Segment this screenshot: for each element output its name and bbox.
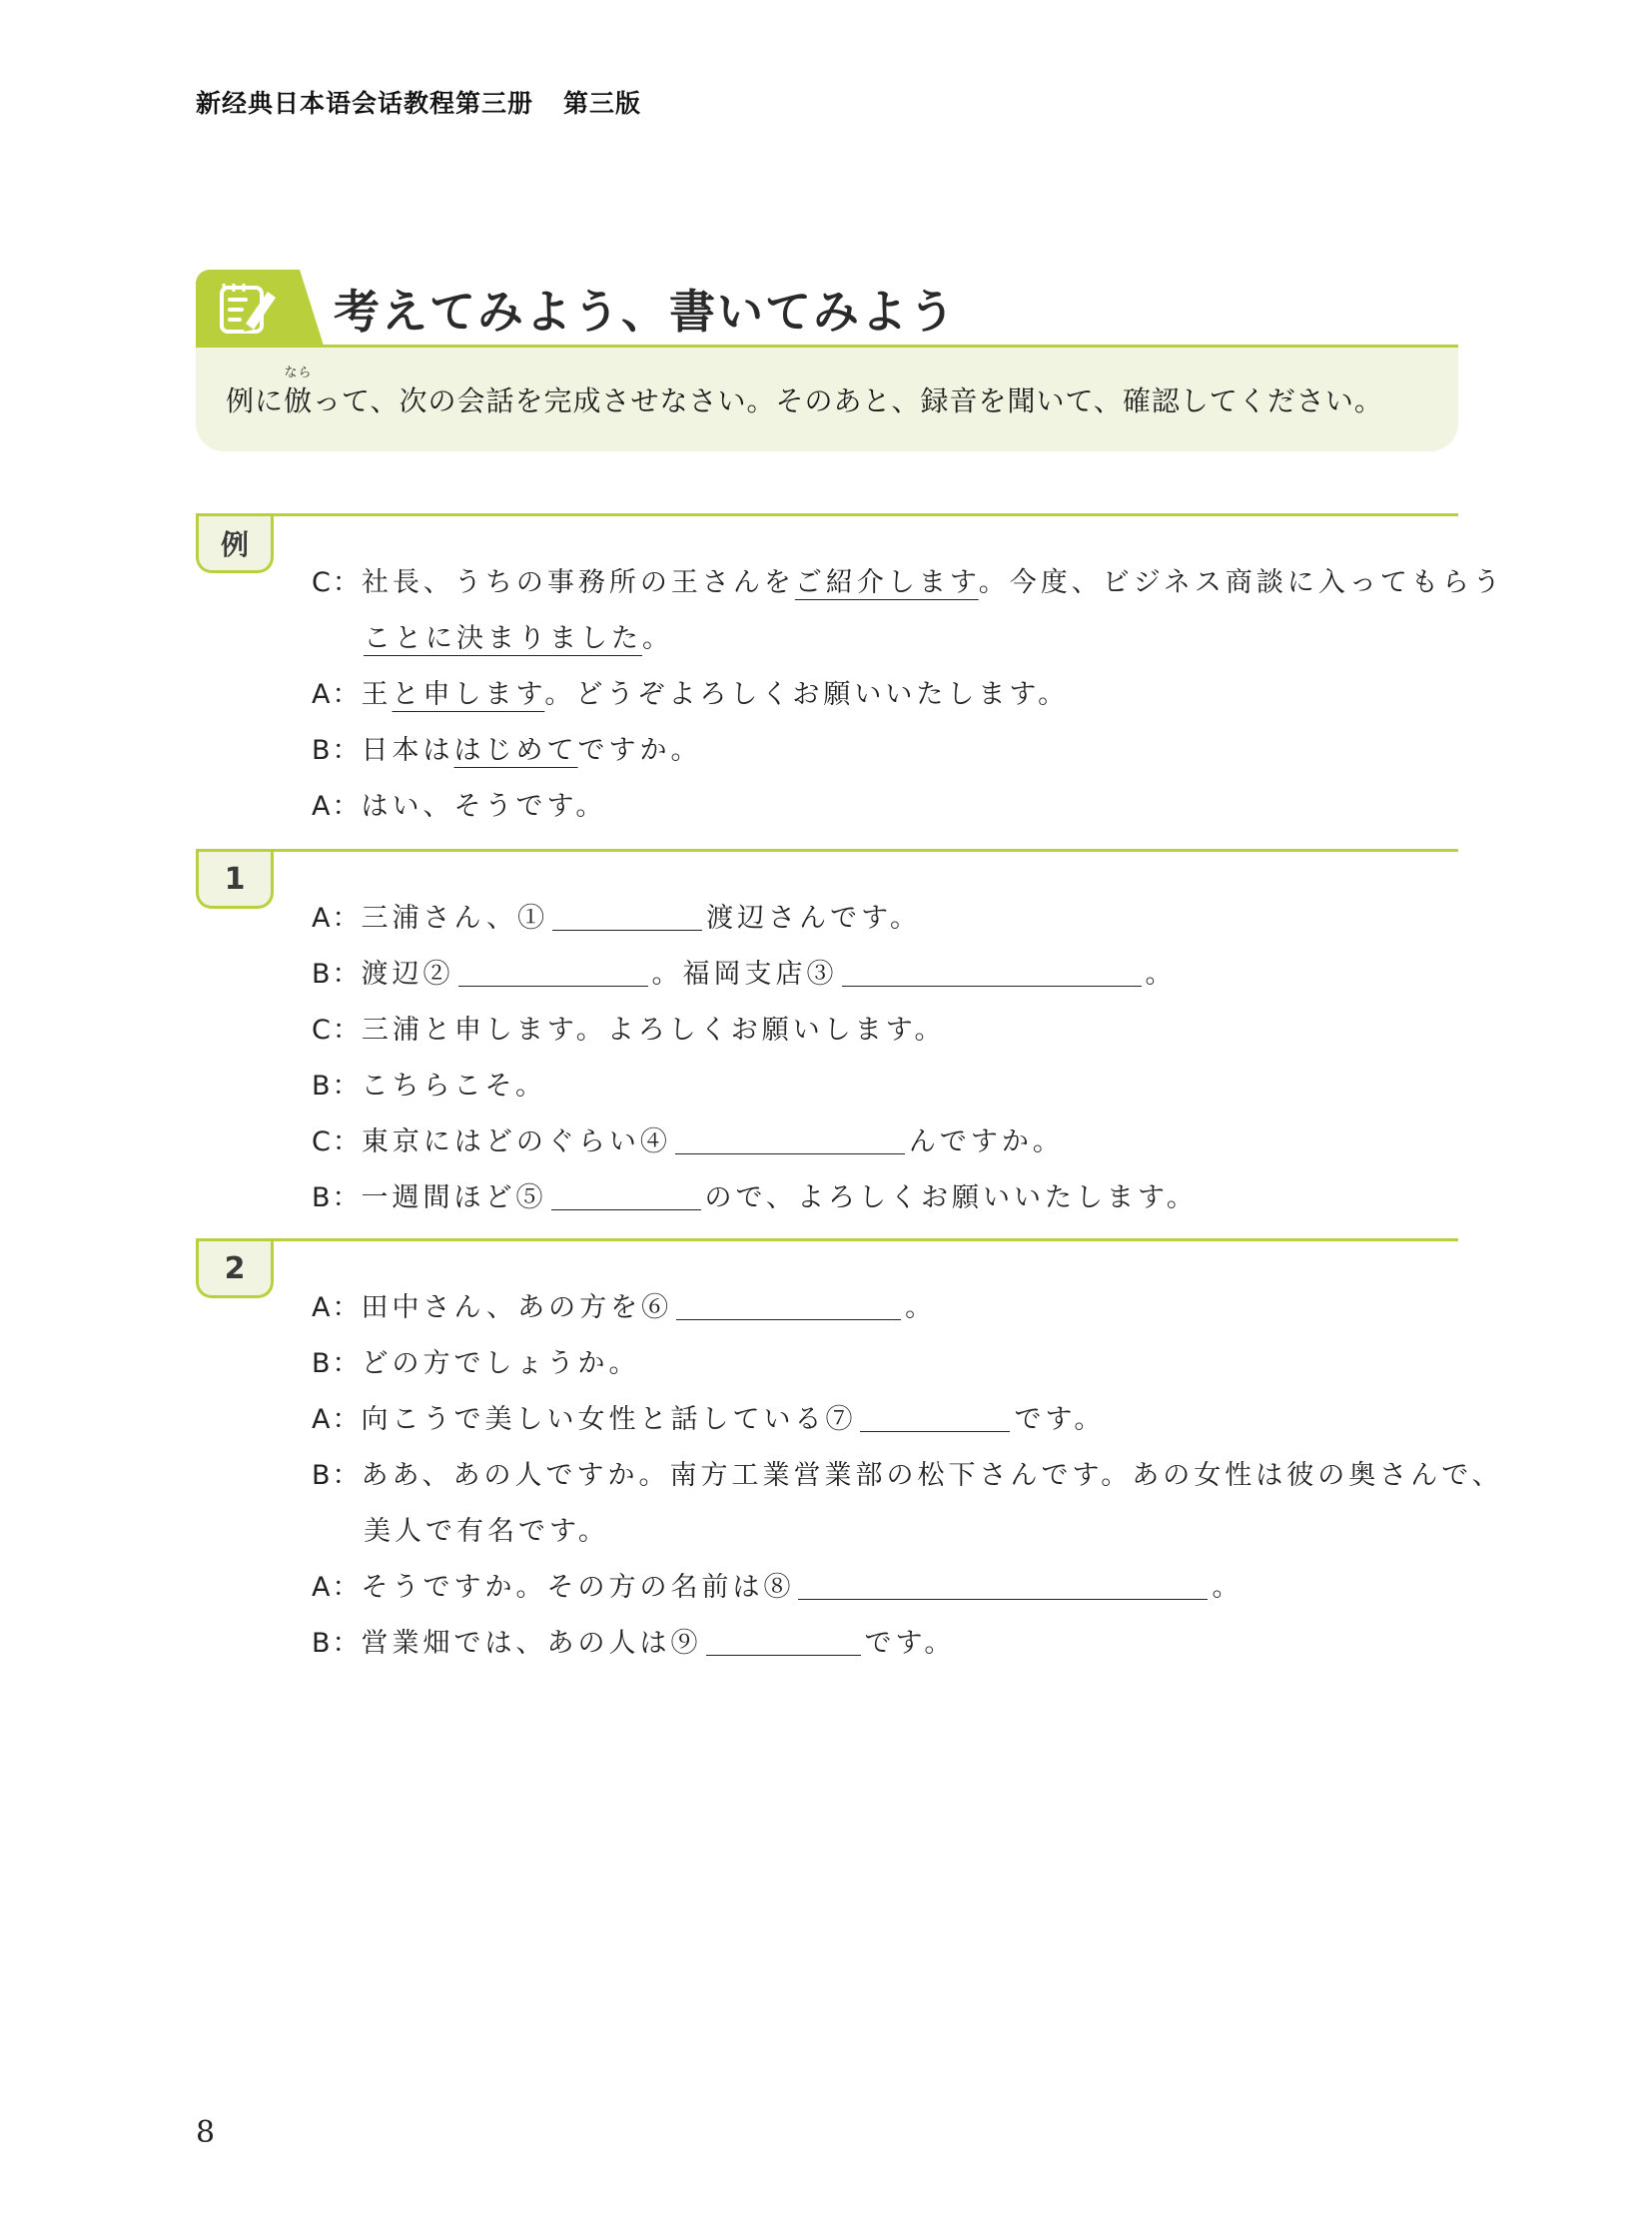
dialogue-line: B：ああ、あの人ですか。南方工業営業部の松下さんです。あの女性は彼の奥さんで、 xyxy=(312,1460,1503,1491)
dialogue-line: C：社長、うちの事務所の王さんをご紹介します。今度、ビジネス商談に入ってもらう xyxy=(312,567,1504,598)
instruction-text: 例に なら 倣って、次の会話を完成させなさい。そのあと、録音を聞いて、確認してください。 xyxy=(226,379,1383,419)
dialogue-line: A：はい、そうです。 xyxy=(312,791,607,822)
speaker: A： xyxy=(312,791,362,822)
model-answer: ご紹介します xyxy=(794,567,979,598)
section-title: 考えてみよう、書いてみよう xyxy=(334,285,957,339)
edition: 第三版 xyxy=(563,89,642,118)
model-answer: ことに決まりました xyxy=(364,623,642,654)
example-label: 例 xyxy=(196,516,274,573)
dialogue-line: A：三浦さん、① 渡辺さんです。 xyxy=(312,891,1460,947)
dialogue-line: B：一週間ほど⑤ ので、よろしくお願いいたします。 xyxy=(312,1170,1460,1226)
dialogue-line: A：向こうで美しい女性と話している⑦ です。 xyxy=(312,1392,1460,1448)
speaker: C： xyxy=(312,1015,362,1046)
answer-blank-2[interactable] xyxy=(458,956,648,987)
speaker: B： xyxy=(312,1628,362,1659)
dialogue-line: B：日本ははじめてですか。 xyxy=(312,735,702,766)
dialogue-line: C：三浦と申します。よろしくお願いします。 xyxy=(312,1015,946,1046)
dialogue-line: ことに決まりました。 xyxy=(364,623,673,654)
speaker: A： xyxy=(312,1404,362,1435)
speaker: C： xyxy=(312,567,362,598)
page-number: 8 xyxy=(196,2115,216,2150)
speaker: A： xyxy=(312,1572,362,1603)
dialogue xyxy=(312,891,1460,1226)
dialogue-line: B：こちらこそ。 xyxy=(312,1071,546,1102)
instruction-box xyxy=(196,348,1458,451)
exercise-label: 1 xyxy=(196,852,274,909)
dialogue-line: B：営業畑では、あの人は⑨ です。 xyxy=(312,1616,1460,1672)
dialogue-line: B：渡辺② 。福岡支店③ 。 xyxy=(312,947,1460,1003)
running-head xyxy=(196,84,641,120)
speaker: B： xyxy=(312,1071,362,1102)
answer-blank-9[interactable] xyxy=(706,1625,861,1656)
ruby-kanji: なら 倣 xyxy=(284,379,313,419)
dialogue-line: B：どの方でしょうか。 xyxy=(312,1348,640,1379)
dialogue-line: C：東京にはどのぐらい④ んですか。 xyxy=(312,1114,1460,1170)
speaker: B： xyxy=(312,735,362,766)
block-rule xyxy=(196,513,1458,516)
answer-blank-6[interactable] xyxy=(676,1289,901,1320)
dialogue-line: A：そうですか。その方の名前は⑧ 。 xyxy=(312,1560,1460,1616)
model-answer: と申します xyxy=(392,679,545,710)
answer-blank-7[interactable] xyxy=(860,1401,1010,1432)
pencil-note-icon xyxy=(216,280,280,338)
exercise-label: 2 xyxy=(196,1241,274,1298)
ruby-reading: なら xyxy=(284,366,313,380)
answer-blank-3[interactable] xyxy=(842,956,1142,987)
speaker: B： xyxy=(312,1460,362,1491)
dialogue-line: A：田中さん、あの方を⑥ 。 xyxy=(312,1280,1460,1336)
speaker: A： xyxy=(312,679,362,710)
dialogue xyxy=(312,555,1504,835)
section-header xyxy=(196,270,1458,350)
answer-blank-5[interactable] xyxy=(551,1179,701,1210)
answer-blank-1[interactable] xyxy=(552,900,702,931)
speaker: A： xyxy=(312,903,362,934)
book-title: 新经典日本语会话教程第三册 xyxy=(196,89,534,118)
speaker: A： xyxy=(312,1292,362,1323)
speaker: C： xyxy=(312,1126,362,1157)
dialogue-line: A：王と申します。どうぞよろしくお願いいたします。 xyxy=(312,679,1070,710)
block-rule xyxy=(196,849,1458,852)
dialogue xyxy=(312,1280,1503,1672)
speaker: B： xyxy=(312,1182,362,1213)
block-rule xyxy=(196,1238,1458,1241)
speaker: B： xyxy=(312,1348,362,1379)
answer-blank-4[interactable] xyxy=(675,1123,905,1154)
answer-blank-8[interactable] xyxy=(798,1569,1208,1600)
model-answer: はじめて xyxy=(453,735,578,766)
speaker: B： xyxy=(312,959,362,990)
dialogue-line: 美人で有名です。 xyxy=(364,1516,609,1547)
